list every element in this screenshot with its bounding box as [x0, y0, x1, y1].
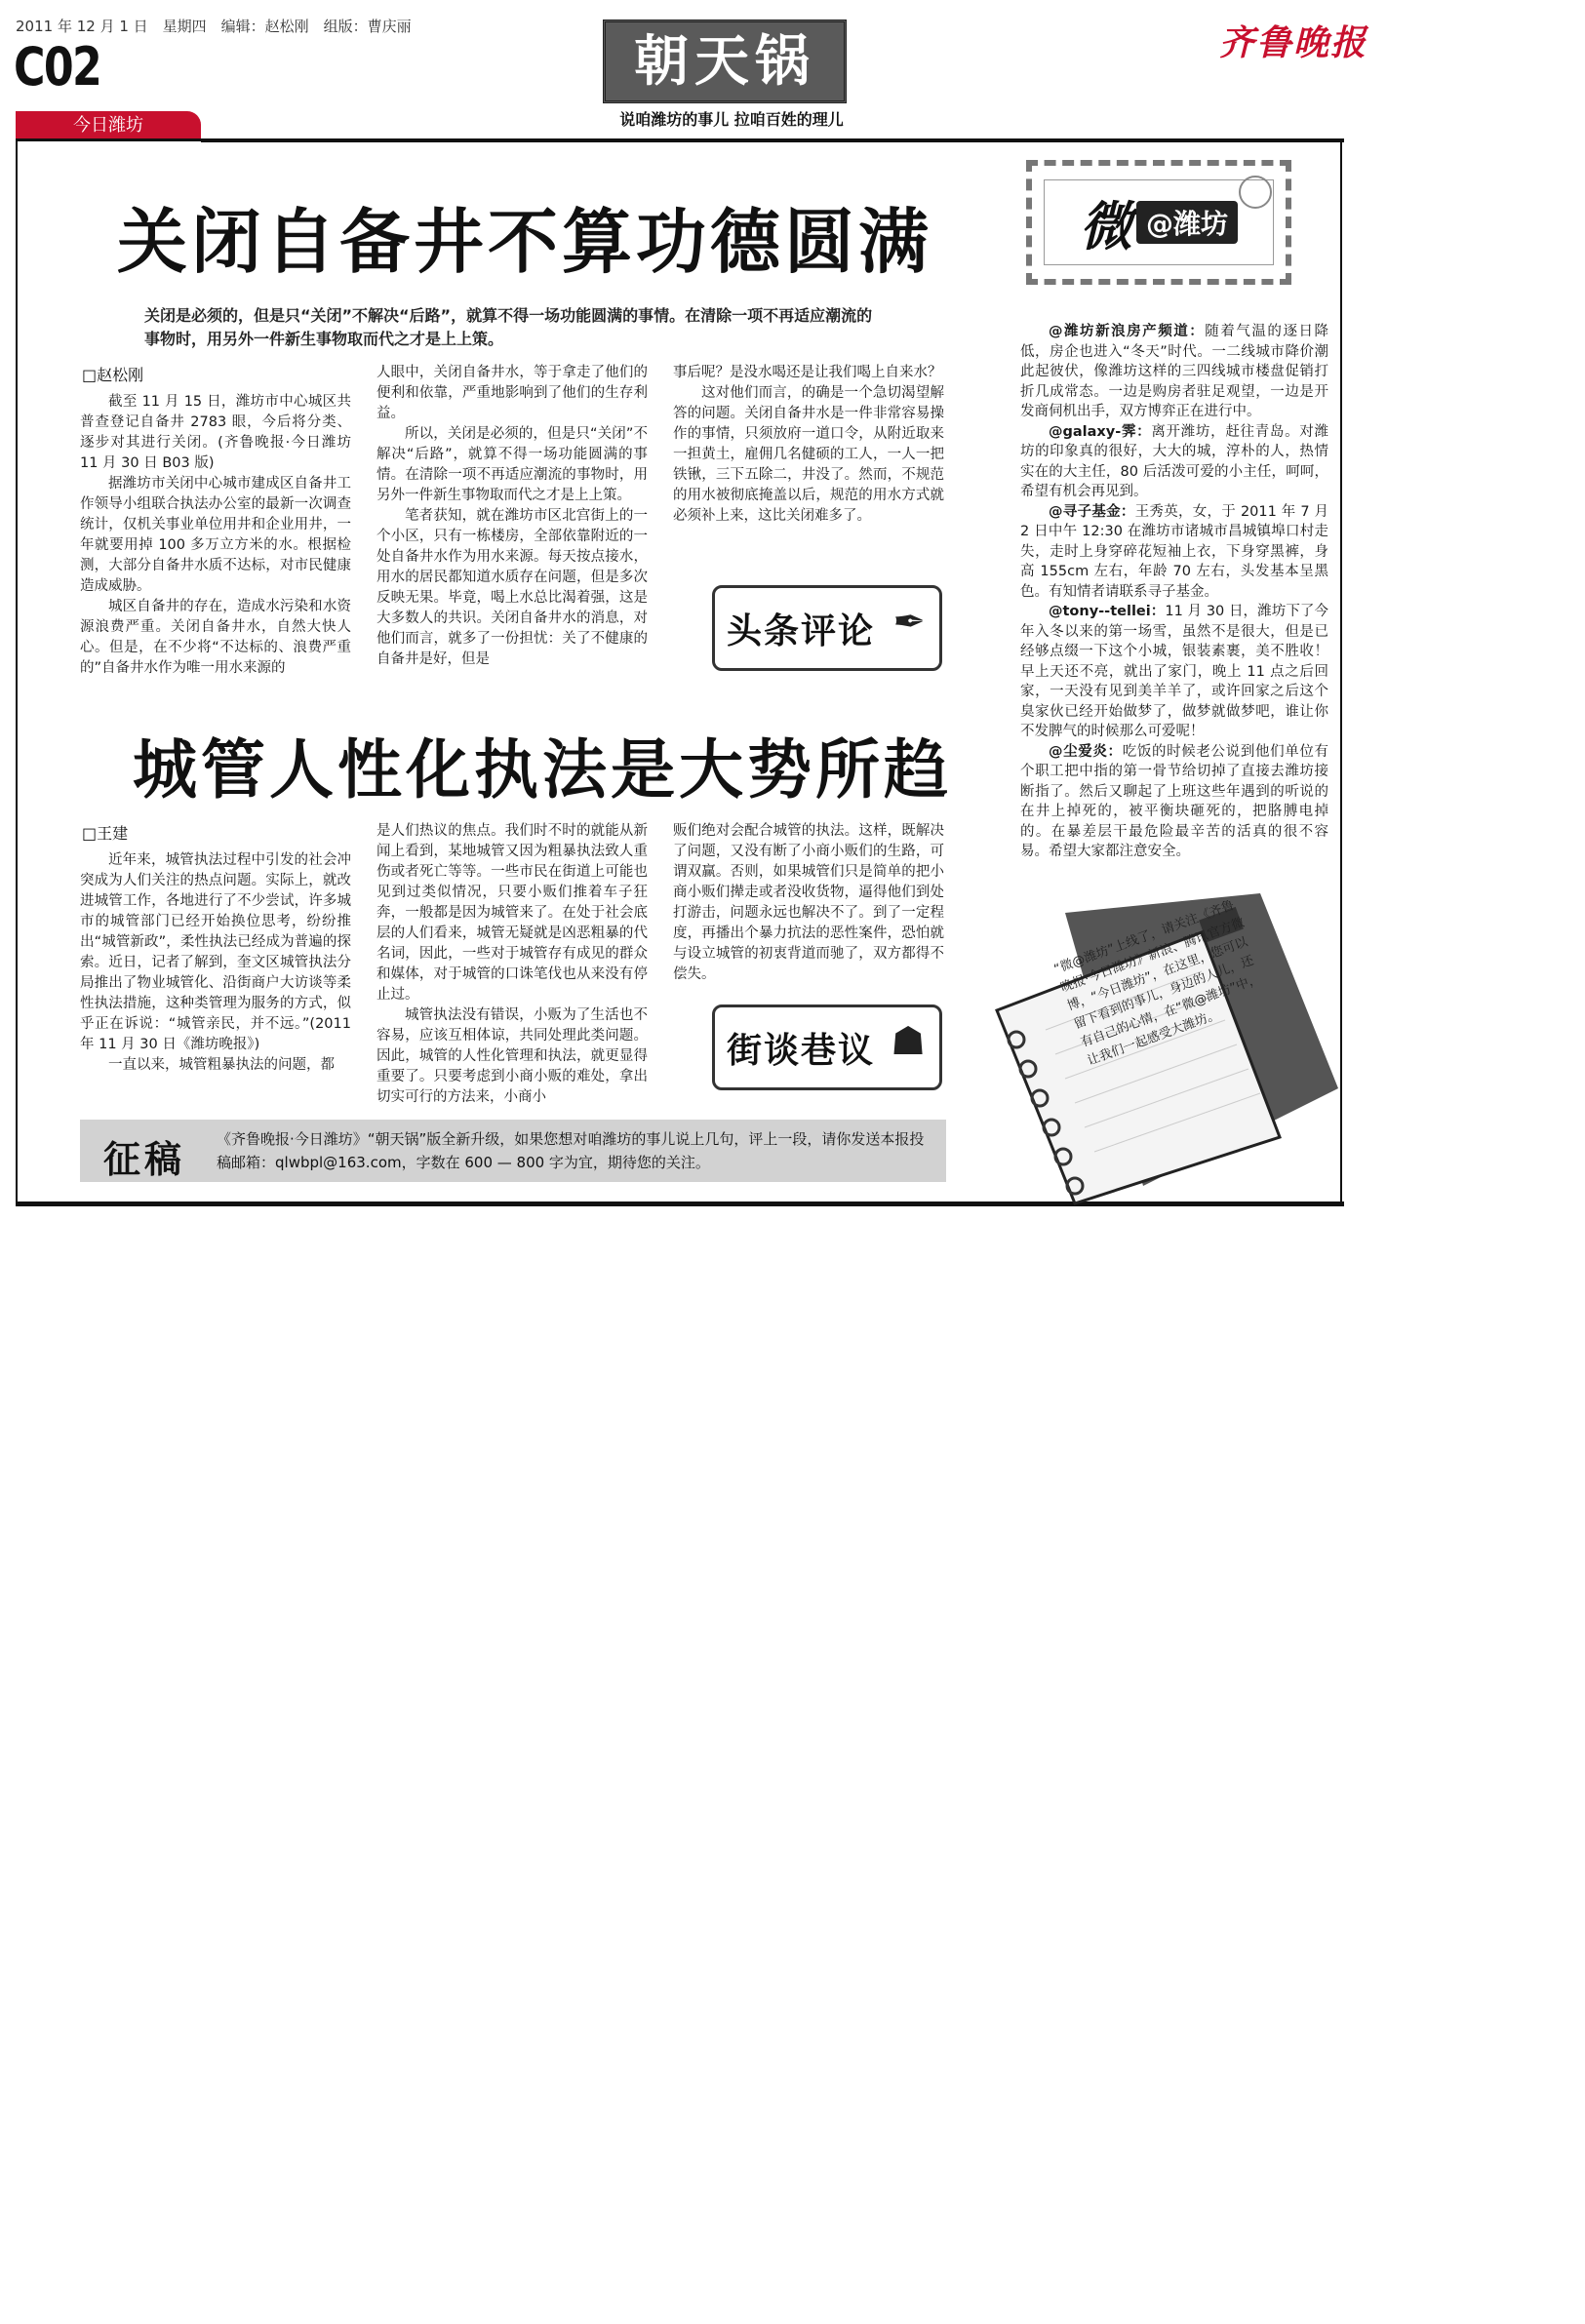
- paragraph: 所以，关闭是必须的，但是只“关闭”不解决“后路”，就算不得一场功能圆满的事情。在清除一项不再适应潮流的事物时，用另外一件新生事物取而代之才是上上策。: [376, 426, 648, 503]
- call-for-submissions: [80, 1120, 946, 1182]
- article1-headline: 关闭自备井不算功德圆满: [117, 201, 933, 283]
- article1-column-1: [80, 392, 351, 685]
- street-talk-badge: [712, 1004, 942, 1090]
- weibo-post: @潍坊新浪房产频道：随着气温的逐日降低，房企也进入“冬天”时代。一二线城市降价潮此起彼伏，像潍坊这样的三四线城市楼盘促销打折几成常态。一边是购房者驻足观望，一边是开发商伺机出手，双方博弈正在进行中。: [1020, 324, 1329, 419]
- article2-byline: □王建: [82, 824, 129, 843]
- article2-column-1: [80, 850, 351, 1106]
- paragraph: 是人们热议的焦点。我们时不时的就能从新闻上看到，某地城管又因为粗暴执法致人重伤或者死亡等等。一些市民在街道上可能也见到过类似情况，只要小贩们推着车子狂奔，一般都是因为城管来了。在处于社会底层的人们看来，城管无疑就是凶恶粗暴的代名词，因此，一些对于城管存有成见的群众和媒体，对于城管的口诛笔伐也从来没有停止过。: [376, 823, 648, 1003]
- notebook-illustration: [958, 893, 1338, 1205]
- badge-label: 街谈巷议: [727, 1030, 876, 1071]
- weibo-wei-char: 微: [1079, 194, 1132, 257]
- paragraph: 笔者获知，就在潍坊市区北宫街上的一个小区，只有一栋楼房，全部依靠附近的一处自备井水作为用水来源。每天按点接水，用水的居民都知道水质存在问题，但是多次反映无果。毕竟，喝上水总比渴着强，这是大多数人的共识。关闭自备井水的消息，对他们而言，就多了一份担忧：关了不健康的自备井是好，但是: [376, 508, 648, 667]
- article2-column-2: [376, 821, 648, 1106]
- weibo-post: @尘爱炎：吃饭的时候老公说到他们单位有个职工把中指的第一骨节给切掉了直接去潍坊接断指了。然后又聊起了上班这些年遇到的听说的在井上掉死的，被平衡块砸死的，把胳膊电掉的。在暴差层干最危险最辛苦的活真的很不容易。希望大家都注意安全。: [1020, 743, 1329, 859]
- paragraph: 一直以来，城管粗暴执法的问题，都: [108, 1057, 335, 1073]
- weibo-post: @tony--tellei：11 月 30 日，潍坊下了今年入冬以来的第一场雪，虽然不是很大，但是已经够点缀一下这个小城，银装素裹，美不胜收！早上天还不亮，就出了家门，晚上 11 点之后回家，一天没有见到美羊羊了，或许回家之后这个臭家伙已经开始做梦了，做梦就做梦吧，谁让你不发脾气的时候那么可爱呢！: [1020, 604, 1328, 739]
- article1-column-2: [376, 363, 648, 683]
- quill-ink-icon: ✒: [892, 600, 926, 645]
- article2-headline: 城管人性化执法是大势所趋: [133, 732, 952, 807]
- paragraph: 人眼中，关闭自备井水，等于拿走了他们的便利和依靠，严重地影响到了他们的生存利益。: [376, 365, 648, 421]
- frame-top-rule: [201, 138, 1344, 142]
- paragraph: 据潍坊市关闭中心城市建成区自备井工作领导小组联合执法办公室的最新一次调查统计，仅机关事业单位用井和企业用井，一年就要用掉 100 多万立方米的水。根据检测，大部分自备井水质不达标，对市民健康造成威胁。: [80, 476, 351, 594]
- paragraph: 贩们绝对会配合城管的执法。这样，既解决了问题，又没有断了小商小贩们的生路，可谓双赢。否则，如果城管们只是简单的把小商小贩们撵走或者没收货物，逼得他们到处打游击，问题永远也解决不了。到了一定程度，再播出个暴力抗法的恶性案件，恐怕就与设立城管的初衷背道而驰了，双方都得不偿失。: [673, 823, 944, 982]
- masthead-title: 朝天锅: [603, 20, 847, 103]
- article1-column-3: [673, 363, 944, 568]
- weibo-post: @galaxy-霁：离开潍坊，赶往青岛。对潍坊的印象真的很好，大大的城，淳朴的人，热情实在的大主任，80 后活泼可爱的小主任，呵呵，希望有机会再见到。: [1020, 423, 1329, 499]
- paragraph: 事后呢？是没水喝还是让我们喝上自来水？: [673, 365, 942, 380]
- paragraph: 近年来，城管执法过程中引发的社会冲突成为人们关注的热点问题。实际上，就改进城管工作，各地进行了不少尝试，许多城市的城管部门已经开始换位思考，纷纷推出“城管新政”，柔性执法已经成为普遍的探索。近日，记者了解到，奎文区城管执法分局推出了物业城管化、沿街商户大访谈等柔性执法措施，这种类管理为服务的方式，似乎正在诉说：“城管亲民，并不远。”(2011 年 11 月 30 日《潍坊晚报》): [80, 852, 351, 1052]
- notebook-note: “微@潍坊”上线了，请关注《齐鲁晚报·今日潍坊》新浪、腾讯官方微博，“今日潍坊”，在这里，您可以留下看到的事儿，身边的人儿，还有自己的心情，在“微@潍坊”中，让我们一起感受大潍坊。: [1051, 898, 1263, 1069]
- weibo-tag: @潍坊: [1136, 201, 1238, 244]
- date-line: 2011 年 12 月 1 日 星期四 编辑：赵松刚 组版：曹庆丽: [16, 18, 412, 35]
- weibo-stamp: [1026, 160, 1291, 285]
- article1-byline: □赵松刚: [82, 366, 144, 384]
- paragraph: 截至 11 月 15 日，潍坊市中心城区共普查登记自备井 2783 眼，今后将分类、逐步对其进行关闭。(齐鲁晚报·今日潍坊 11 月 30 日 B03 版): [80, 394, 351, 471]
- submissions-title: 征稿: [103, 1138, 186, 1181]
- paragraph: 这对他们而言，的确是一个急切渴望解答的问题。关闭自备井水是一件非常容易操作的事情，只须放府一道口令，从附近取来一担黄土，雇佣几名健硕的工人，一人一把铁锹，三下五除二，井没了。然而，不规范的用水被彻底掩盖以后，规范的用水方式就必须补上来，这比关闭难多了。: [673, 385, 944, 524]
- paragraph: 城管执法没有错误，小贩为了生活也不容易，应该互相体谅，共同处理此类问题。因此，城管的人性化管理和执法，就更显得重要了。只要考虑到小商小贩的难处，拿出切实可行的方法来，小商小: [376, 1007, 648, 1105]
- section-tab: 今日潍坊: [16, 111, 201, 140]
- weibo-posts: [1020, 322, 1328, 862]
- article2-column-3: [673, 821, 944, 997]
- article1-lead: 关闭是必须的，但是只“关闭”不解决“后路”，就算不得一场功能圆满的事情。在清除一项不再适应潮流的事物时，用另外一件新生事物取而代之才是上上策。: [144, 306, 873, 348]
- masthead-subtitle: 说咱潍坊的事儿 拉咱百姓的理儿: [619, 110, 844, 129]
- paragraph: 城区自备井的存在，造成水污染和水资源浪费严重。关闭自备井水，自然大快人心。但是，在不少将“不达标的、浪费严重的”自备井水作为唯一用水来源的: [80, 599, 351, 676]
- weibo-post: @寻子基金：王秀英，女，于 2011 年 7 月 2 日中午 12:30 在潍坊市诸城市昌城镇埠口村走失，走时上身穿碎花短袖上衣，下身穿黑裤，身高 155cm 左右，年龄 70 左右，头发基本呈黑色。有知情者请联系寻子基金。: [1020, 503, 1329, 600]
- page-number: C02: [14, 36, 101, 98]
- headline-comment-badge: [712, 585, 942, 671]
- speaker-figure-icon: ☗: [891, 1019, 926, 1064]
- newspaper-logo: 齐鲁晚报: [1219, 22, 1368, 63]
- postmark-icon: [1239, 176, 1272, 209]
- submissions-text: 《齐鲁晚报·今日潍坊》“朝天锅”版全新升级，如果您想对咱潍坊的事儿说上几句，评上一段，请你发送本报投稿邮箱：qlwbpl@163.com，字数在 600 — 800 字为宜，期待您的关注。: [217, 1130, 925, 1171]
- badge-label: 头条评论: [727, 611, 876, 651]
